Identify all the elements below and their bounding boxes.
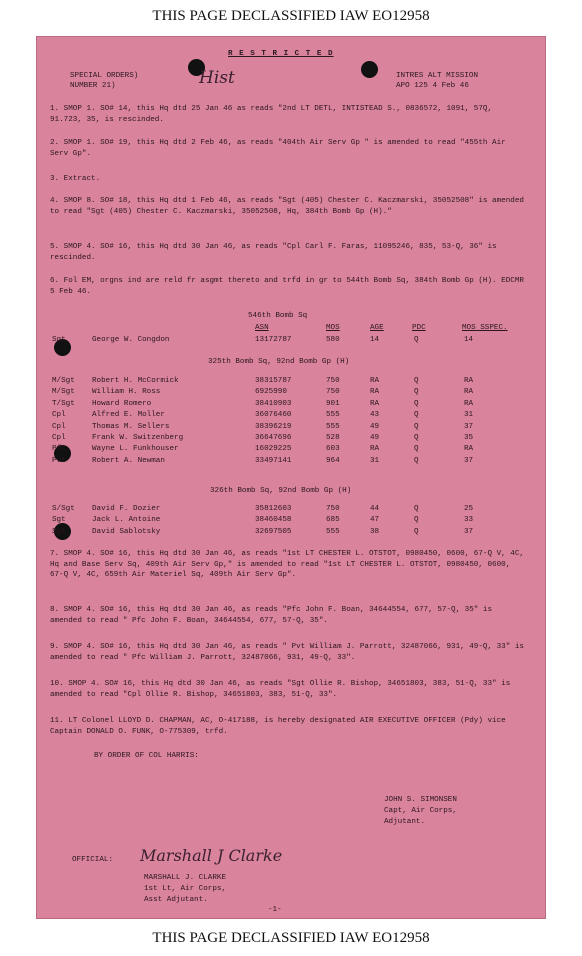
paragraph-6: 6. Fol EM, orgns ind are reld fr asgmt thereto and trfd in gr to 544th Bomb Sq, 384th Bomb Gp (H). EDCMR 5 Feb 46. [50,277,524,296]
row-age: RA [370,399,380,408]
header-apo-date: APO 125 4 Feb 46 [396,82,469,90]
row-age: 38 [370,527,380,536]
row-pdc: Q [414,422,419,431]
row-mos: 685 [326,516,340,525]
official-rank: 1st Lt, Air Corps, [144,885,227,893]
row-age: 44 [370,505,380,513]
table-row [52,388,522,398]
row-pdc: Q [414,336,419,344]
row-asn: 38315787 [255,377,292,385]
row-spec: RA [464,388,474,397]
row-rank: S/Sgt [52,505,75,513]
handwritten-signature: Marshall J Clarke [140,846,283,865]
row-rank: Pvt [52,456,66,465]
table-row [52,423,522,433]
paragraph-1: 1. SMOP 1. SO# 14, this Hq dtd 25 Jan 46 as reads "2nd LT DETL, INTISTEAD S., 0836572, 1091, 57Q, 91.723, 35, is rescinded. [50,105,493,124]
row-age: RA [370,377,380,385]
row-pdc: Q [414,434,419,442]
adjutant-name: JOHN S. SIMONSEN [384,796,457,804]
row-mos: 603 [326,445,340,454]
paragraph-8: 8. SMOP 4. SO# 16, this Hq dtd 30 Jan 46, as reads "Pfc John F. Boan, 34644554, 677, 57-Q, 35" is amended to read " Pfc John F. Boan, 34644554, 677, 57-Q, 35". [50,606,493,625]
row-pdc: Q [414,445,419,454]
paragraph-9: 9. SMOP 4. SO# 16, this Hq dtd 30 Jan 46, as reads " Pvt William J. Parrott, 32487066, 931, 49-Q, 33" is amended to read " Pfc William J. Parrott, 32487066, 931, 49-Q, 33". [50,643,524,662]
document-sheet [36,36,546,919]
header-mos: MOS [326,324,340,332]
paragraph-5: 5. SMOP 4. SO# 16, this Hq dtd 30 Jan 46, as reads "Cpl Carl F. Faras, 11095246, 835, 53-Q, 36" is rescinded. [50,243,497,262]
row-spec: RA [464,445,474,454]
row-asn: 13172787 [255,336,292,344]
row-spec: 33 [464,516,474,525]
declassified-banner-bottom: THIS PAGE DECLASSIFIED IAW EO12958 [152,930,430,946]
row-asn: 38410903 [255,399,292,408]
row-age: 47 [370,516,380,525]
table-row [52,434,522,444]
table-row [52,505,522,515]
row-age: RA [370,388,380,397]
table-row [52,445,522,455]
by-order-line: BY ORDER OF COL HARRIS: [94,752,199,760]
row-rank: Cpl [52,411,66,420]
row-asn: 36647696 [255,434,292,442]
paragraph-11: 11. LT Colonel LLOYD D. CHAPMAN, AC, O-417188, is hereby designated AIR EXECUTIVE OFFICER (Pdy) vice Captain DONALD O. FUNK, O-775309, trfd. [50,717,506,736]
unit2-title: 325th Bomb Sq, 92nd Bomb Gp (H) [208,358,350,366]
header-unit: INTRES ALT MISSION [396,72,479,80]
row-asn: 16029225 [255,445,292,454]
row-age: 49 [370,434,380,442]
row-name: George W. Congdon [92,336,170,344]
row-age: 31 [370,456,380,465]
row-spec: 37 [464,527,474,536]
row-pdc: Q [414,399,419,408]
row-mos: 580 [326,336,340,344]
row-name: Alfred E. Moller [92,411,165,420]
classification-mark: R E S T R I C T E D [228,50,334,58]
table-row [52,411,522,421]
row-name: Jack L. Antoine [92,516,161,525]
row-name: Wayne L. Funkhouser [92,445,179,454]
row-mos: 750 [326,388,340,397]
row-name: Robert H. McCormick [92,377,179,385]
row-asn: 38460458 [255,516,292,525]
row-spec: RA [464,399,474,408]
paragraph-4: 4. SMOP 8. SO# 18, this Hq dtd 1 Feb 46, as reads "Sgt (405) Chester C. Kaczmarski, 35052508" is amended to read "Sgt (405) Chester C. Kaczmarski, 35052508, Hq, 384th Bomb Gp (H)." [50,197,524,216]
row-age: 43 [370,411,380,420]
header-asn: ASN [255,324,269,332]
table-row [52,400,522,410]
row-asn: 6925990 [255,388,287,397]
table-row [52,516,522,526]
row-name: David Sablotsky [92,527,161,536]
table-row [52,457,522,467]
unit1-title: 546th Bomb Sq [248,312,308,320]
paragraph-10: 10. SMOP 4. SO# 16, this Hq dtd 30 Jan 46, as reads "Sgt Ollie R. Bishop, 34651803, 383, 51-Q, 33" is amended to read "Cpl Ollie R. Bishop, 34651803, 383, 51-Q, 33". [50,680,511,699]
row-name: Frank W. Switzenberg [92,434,184,442]
row-name: David F. Dozier [92,505,161,513]
declassified-banner-top: THIS PAGE DECLASSIFIED IAW EO12958 [152,8,430,24]
row-pdc: Q [414,505,419,513]
punch-hole-top-right [361,61,378,78]
row-rank: Pfc [52,445,66,454]
unit3-title: 326th Bomb Sq, 92nd Bomb Gp (H) [210,487,352,495]
row-name: Robert A. Newman [92,456,165,465]
table-row [52,336,522,346]
paragraph-2: 2. SMOP 1. SO# 19, this Hq dtd 2 Feb 46, as reads "404th Air Serv Gp " is amended to read "455th Air Serv Gp". [50,139,506,158]
row-rank: Cpl [52,422,66,431]
handwritten-note: Hist [199,68,235,88]
row-rank: Sgt [52,336,66,344]
row-rank: Cpl [52,434,66,442]
row-rank: Sgt [52,527,66,536]
row-pdc: Q [414,456,419,465]
row-name: Howard Romero [92,399,152,408]
row-pdc: Q [414,527,419,536]
row-pdc: Q [414,377,419,385]
row-spec: 37 [464,456,474,465]
row-age: RA [370,445,380,454]
row-rank: M/Sgt [52,388,75,397]
row-asn: 38396219 [255,422,292,431]
row-mos: 555 [326,411,340,420]
paragraph-3: 3. Extract. [50,175,101,183]
adjutant-title: Adjutant. [384,818,426,826]
adjutant-rank: Capt, Air Corps, [384,807,457,815]
row-rank: Sgt [52,516,66,525]
row-name: Thomas M. Sellers [92,422,170,431]
row-spec: 14 [464,336,474,344]
row-mos: 901 [326,399,340,408]
official-label: OFFICIAL: [72,856,114,864]
paragraph-7: 7. SMOP 4. SO# 16, this Hq dtd 30 Jan 46, as reads "1st LT CHESTER L. OTSTOT, 0980450, 0600, 67-Q V, 4C, Hq and Base Serv Sq, 409th Air Serv Gp," is amended to read "1st LT CHESTER L. OTSTOT, 0980450, 0600, 67-Q V, 4C, 659th Air Materiel Sq, 409th Air Serv Gp". [50,550,524,579]
row-asn: 33497141 [255,456,292,465]
row-mos: 555 [326,527,340,536]
table-row [52,377,522,387]
orders-label: SPECIAL ORDERS) [70,72,139,80]
row-pdc: Q [414,388,419,397]
official-title: Asst Adjutant. [144,896,208,904]
row-asn: 36076460 [255,411,292,420]
row-spec: 31 [464,411,474,420]
row-rank: T/Sgt [52,399,75,408]
table-row [52,528,522,538]
row-asn: 35812603 [255,505,292,513]
header-spec: MOS SSPEC. [462,324,508,332]
row-mos: 750 [326,377,340,385]
row-spec: 35 [464,434,474,442]
row-asn: 32697505 [255,527,292,536]
row-mos: 528 [326,434,340,442]
page-number: -1- [268,906,282,914]
row-mos: 964 [326,456,340,465]
row-spec: RA [464,377,474,385]
orders-number: NUMBER 21) [70,82,116,90]
row-mos: 555 [326,422,340,431]
row-age: 14 [370,336,380,344]
row-pdc: Q [414,516,419,525]
row-age: 49 [370,422,380,431]
row-spec: 37 [464,422,474,431]
header-pdc: PDC [412,324,426,332]
row-rank: M/Sgt [52,377,75,385]
row-pdc: Q [414,411,419,420]
header-age: AGE [370,324,384,332]
official-name: MARSHALL J. CLARKE [144,874,227,882]
row-spec: 25 [464,505,474,513]
row-mos: 750 [326,505,340,513]
row-name: William H. Ross [92,388,161,397]
unit1-header-row [52,324,522,334]
